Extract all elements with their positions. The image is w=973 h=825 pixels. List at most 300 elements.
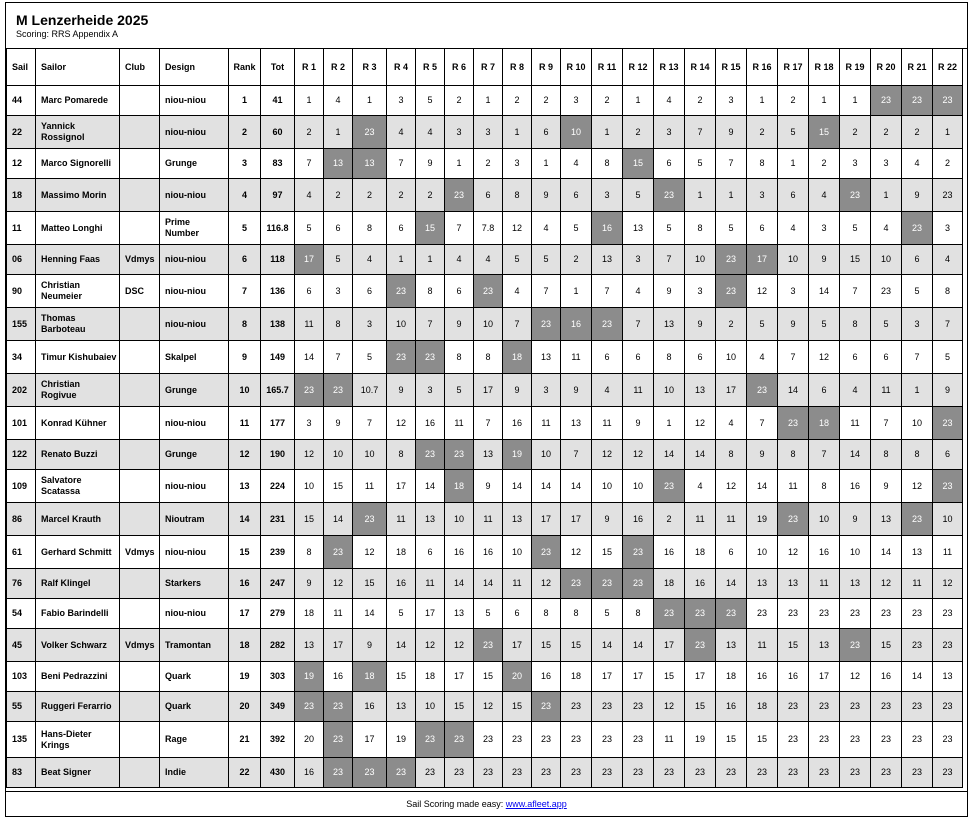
race-cell: 10 [933, 503, 963, 536]
race-cell: 20 [295, 722, 324, 758]
race-cell: 14 [592, 629, 623, 662]
table-row [7, 275, 963, 308]
race-cell: 23 [503, 722, 532, 758]
race-cell: 7 [592, 275, 623, 308]
club-cell: Vdmys [120, 629, 160, 662]
total-cell: 247 [261, 569, 295, 599]
race-cell: 9 [324, 407, 353, 440]
race-cell: 1 [902, 374, 933, 407]
table-row [7, 569, 963, 599]
col-race: R 16 [747, 49, 778, 86]
discarded-race-cell: 15 [809, 116, 840, 149]
race-cell: 15 [295, 503, 324, 536]
race-cell: 2 [387, 179, 416, 212]
race-cell: 5 [416, 86, 445, 116]
club-cell [120, 212, 160, 245]
discarded-race-cell: 23 [353, 116, 387, 149]
race-cell: 9 [503, 374, 532, 407]
race-cell: 14 [324, 503, 353, 536]
race-cell: 9 [445, 308, 474, 341]
col-sailor: Sailor [36, 49, 120, 86]
race-cell: 23 [592, 692, 623, 722]
discarded-race-cell: 15 [416, 212, 445, 245]
club-cell [120, 179, 160, 212]
race-cell: 13 [747, 569, 778, 599]
race-cell: 2 [871, 116, 902, 149]
total-cell: 430 [261, 758, 295, 788]
race-cell: 9 [902, 179, 933, 212]
race-cell: 12 [324, 569, 353, 599]
race-cell: 10 [295, 470, 324, 503]
race-cell: 5 [623, 179, 654, 212]
race-cell: 9 [353, 629, 387, 662]
race-cell: 2 [416, 179, 445, 212]
race-cell: 15 [445, 692, 474, 722]
total-cell: 138 [261, 308, 295, 341]
col-club: Club [120, 49, 160, 86]
footer [6, 791, 967, 816]
race-cell: 6 [324, 212, 353, 245]
sailor-cell: Christian Rogivue [36, 374, 120, 407]
design-cell: Starkers [160, 569, 229, 599]
table-row [7, 407, 963, 440]
race-cell: 1 [503, 116, 532, 149]
race-cell: 13 [654, 308, 685, 341]
race-cell: 1 [445, 149, 474, 179]
sail-cell: 44 [7, 86, 36, 116]
discarded-race-cell: 23 [353, 503, 387, 536]
race-cell: 10 [654, 374, 685, 407]
race-cell: 14 [623, 629, 654, 662]
race-cell: 15 [503, 692, 532, 722]
race-cell: 8 [503, 179, 532, 212]
discarded-race-cell: 23 [654, 599, 685, 629]
race-cell: 16 [871, 662, 902, 692]
race-cell: 11 [809, 569, 840, 599]
race-cell: 10 [809, 503, 840, 536]
race-cell: 16 [353, 692, 387, 722]
race-cell: 23 [902, 629, 933, 662]
race-cell: 5 [840, 212, 871, 245]
discarded-race-cell: 18 [353, 662, 387, 692]
race-cell: 7 [778, 341, 809, 374]
race-cell: 8 [295, 536, 324, 569]
race-cell: 23 [592, 758, 623, 788]
race-cell: 2 [503, 86, 532, 116]
race-cell: 17 [623, 662, 654, 692]
race-cell: 5 [503, 245, 532, 275]
race-cell: 17 [353, 722, 387, 758]
sail-cell: 45 [7, 629, 36, 662]
sail-cell: 55 [7, 692, 36, 722]
race-cell: 4 [623, 275, 654, 308]
rank-cell: 17 [229, 599, 261, 629]
race-cell: 23 [561, 692, 592, 722]
total-cell: 279 [261, 599, 295, 629]
col-race: R 19 [840, 49, 871, 86]
discarded-race-cell: 23 [685, 629, 716, 662]
race-cell: 11 [747, 629, 778, 662]
discarded-race-cell: 23 [416, 341, 445, 374]
discarded-race-cell: 23 [654, 179, 685, 212]
race-cell: 8 [592, 149, 623, 179]
race-cell: 2 [324, 179, 353, 212]
race-cell: 13 [871, 503, 902, 536]
rank-cell: 3 [229, 149, 261, 179]
race-cell: 6 [654, 149, 685, 179]
discarded-race-cell: 23 [416, 440, 445, 470]
race-cell: 9 [623, 407, 654, 440]
race-cell: 10 [902, 407, 933, 440]
race-cell: 18 [387, 536, 416, 569]
race-cell: 14 [778, 374, 809, 407]
design-cell: niou-niou [160, 245, 229, 275]
sailor-cell: Gerhard Schmitt [36, 536, 120, 569]
race-cell: 10 [474, 308, 503, 341]
sailor-cell: Hans-Dieter Krings [36, 722, 120, 758]
race-cell: 23 [561, 722, 592, 758]
race-cell: 3 [716, 86, 747, 116]
discarded-race-cell: 23 [592, 308, 623, 341]
total-cell: 41 [261, 86, 295, 116]
discarded-race-cell: 23 [933, 407, 963, 440]
race-cell: 23 [840, 692, 871, 722]
race-cell: 6 [561, 179, 592, 212]
race-cell: 15 [532, 629, 561, 662]
race-cell: 7 [809, 440, 840, 470]
discarded-race-cell: 23 [353, 758, 387, 788]
race-cell: 14 [295, 341, 324, 374]
race-cell: 10 [532, 440, 561, 470]
race-cell: 23 [840, 599, 871, 629]
race-cell: 12 [532, 569, 561, 599]
table-row [7, 470, 963, 503]
race-cell: 11 [778, 470, 809, 503]
race-cell: 5 [445, 374, 474, 407]
race-cell: 10 [623, 470, 654, 503]
race-cell: 7 [716, 149, 747, 179]
col-race: R 15 [716, 49, 747, 86]
sail-cell: 103 [7, 662, 36, 692]
col-race: R 8 [503, 49, 532, 86]
race-cell: 13 [532, 341, 561, 374]
design-cell: Indie [160, 758, 229, 788]
design-cell: Quark [160, 662, 229, 692]
total-cell: 177 [261, 407, 295, 440]
discarded-race-cell: 23 [747, 374, 778, 407]
race-cell: 18 [747, 692, 778, 722]
discarded-race-cell: 23 [933, 86, 963, 116]
race-cell: 16 [654, 536, 685, 569]
total-cell: 136 [261, 275, 295, 308]
race-cell: 1 [532, 149, 561, 179]
race-cell: 1 [871, 179, 902, 212]
race-cell: 11 [295, 308, 324, 341]
race-cell: 17 [809, 662, 840, 692]
race-cell: 8 [561, 599, 592, 629]
race-cell: 3 [474, 116, 503, 149]
discarded-race-cell: 23 [840, 629, 871, 662]
race-cell: 8 [387, 440, 416, 470]
total-cell: 392 [261, 722, 295, 758]
race-cell: 23 [445, 758, 474, 788]
race-cell: 10 [716, 341, 747, 374]
race-cell: 12 [747, 275, 778, 308]
race-cell: 9 [474, 470, 503, 503]
race-cell: 11 [474, 503, 503, 536]
race-cell: 4 [902, 149, 933, 179]
race-cell: 4 [532, 212, 561, 245]
race-cell: 3 [503, 149, 532, 179]
race-cell: 13 [474, 440, 503, 470]
race-cell: 2 [902, 116, 933, 149]
race-cell: 7 [871, 407, 902, 440]
race-cell: 5 [532, 245, 561, 275]
total-cell: 116.8 [261, 212, 295, 245]
race-cell: 3 [324, 275, 353, 308]
race-cell: 13 [445, 599, 474, 629]
race-cell: 23 [416, 758, 445, 788]
discarded-race-cell: 23 [532, 536, 561, 569]
race-cell: 11 [387, 503, 416, 536]
discarded-race-cell: 23 [716, 599, 747, 629]
race-cell: 3 [902, 308, 933, 341]
design-cell: niou-niou [160, 86, 229, 116]
table-row [7, 692, 963, 722]
race-cell: 5 [933, 341, 963, 374]
race-cell: 4 [716, 407, 747, 440]
race-cell: 23 [871, 758, 902, 788]
discarded-race-cell: 18 [445, 470, 474, 503]
race-cell: 12 [778, 536, 809, 569]
race-cell: 12 [295, 440, 324, 470]
race-cell: 23 [778, 692, 809, 722]
rank-cell: 15 [229, 536, 261, 569]
race-cell: 9 [685, 308, 716, 341]
race-cell: 11 [902, 569, 933, 599]
discarded-race-cell: 23 [532, 308, 561, 341]
race-cell: 4 [324, 86, 353, 116]
col-race: R 14 [685, 49, 716, 86]
total-cell: 60 [261, 116, 295, 149]
race-cell: 17 [445, 662, 474, 692]
discarded-race-cell: 16 [561, 308, 592, 341]
race-cell: 13 [716, 629, 747, 662]
race-cell: 2 [654, 503, 685, 536]
race-cell: 7 [532, 275, 561, 308]
race-cell: 6 [592, 341, 623, 374]
race-cell: 11 [353, 470, 387, 503]
race-cell: 1 [561, 275, 592, 308]
race-cell: 16 [840, 470, 871, 503]
race-cell: 12 [685, 407, 716, 440]
race-cell: 23 [933, 722, 963, 758]
table-row [7, 599, 963, 629]
design-cell: niou-niou [160, 470, 229, 503]
race-cell: 3 [561, 86, 592, 116]
discarded-race-cell: 23 [324, 536, 353, 569]
race-cell: 23 [532, 758, 561, 788]
discarded-race-cell: 23 [654, 470, 685, 503]
race-cell: 1 [716, 179, 747, 212]
discarded-race-cell: 23 [445, 440, 474, 470]
sail-cell: 101 [7, 407, 36, 440]
race-cell: 1 [353, 86, 387, 116]
club-cell: Vdmys [120, 536, 160, 569]
table-row [7, 245, 963, 275]
race-cell: 7 [933, 308, 963, 341]
race-cell: 15 [353, 569, 387, 599]
race-cell: 23 [902, 599, 933, 629]
total-cell: 149 [261, 341, 295, 374]
race-cell: 6 [685, 341, 716, 374]
race-cell: 23 [716, 758, 747, 788]
race-cell: 3 [532, 374, 561, 407]
club-cell [120, 758, 160, 788]
afleet-link[interactable]: www.afleet.app [505, 799, 567, 809]
design-cell: Prime Number [160, 212, 229, 245]
race-cell: 7 [902, 341, 933, 374]
race-cell: 14 [809, 275, 840, 308]
race-cell: 1 [474, 86, 503, 116]
race-cell: 15 [778, 629, 809, 662]
race-cell: 3 [685, 275, 716, 308]
race-cell: 7 [747, 407, 778, 440]
race-cell: 23 [933, 758, 963, 788]
race-cell: 13 [592, 245, 623, 275]
race-cell: 10 [840, 536, 871, 569]
race-cell: 23 [503, 758, 532, 788]
race-cell: 1 [623, 86, 654, 116]
design-cell: niou-niou [160, 116, 229, 149]
race-cell: 14 [387, 629, 416, 662]
discarded-race-cell: 23 [902, 86, 933, 116]
race-cell: 7.8 [474, 212, 503, 245]
race-cell: 23 [809, 599, 840, 629]
race-cell: 10 [503, 536, 532, 569]
race-cell: 18 [685, 536, 716, 569]
discarded-race-cell: 15 [623, 149, 654, 179]
sail-cell: 54 [7, 599, 36, 629]
race-cell: 14 [353, 599, 387, 629]
total-cell: 231 [261, 503, 295, 536]
race-cell: 3 [592, 179, 623, 212]
sailor-cell: Yannick Rossignol [36, 116, 120, 149]
race-cell: 9 [933, 374, 963, 407]
race-cell: 12 [353, 536, 387, 569]
race-cell: 4 [416, 116, 445, 149]
race-cell: 14 [474, 569, 503, 599]
race-cell: 2 [809, 149, 840, 179]
race-cell: 16 [778, 662, 809, 692]
race-cell: 7 [685, 116, 716, 149]
race-cell: 17 [716, 374, 747, 407]
race-cell: 7 [353, 407, 387, 440]
race-cell: 19 [685, 722, 716, 758]
col-design: Design [160, 49, 229, 86]
sailor-cell: Beni Pedrazzini [36, 662, 120, 692]
race-cell: 8 [416, 275, 445, 308]
discarded-race-cell: 23 [324, 758, 353, 788]
rank-cell: 19 [229, 662, 261, 692]
sailor-cell: Timur Kishubaiev [36, 341, 120, 374]
race-cell: 11 [561, 341, 592, 374]
race-cell: 12 [871, 569, 902, 599]
race-cell: 3 [416, 374, 445, 407]
race-cell: 16 [623, 503, 654, 536]
rank-cell: 22 [229, 758, 261, 788]
race-cell: 11 [324, 599, 353, 629]
design-cell: Grunge [160, 374, 229, 407]
discarded-race-cell: 23 [716, 245, 747, 275]
race-cell: 16 [445, 536, 474, 569]
race-cell: 12 [474, 692, 503, 722]
race-cell: 3 [295, 407, 324, 440]
race-cell: 17 [416, 599, 445, 629]
table-row [7, 440, 963, 470]
race-cell: 1 [840, 86, 871, 116]
race-cell: 12 [416, 629, 445, 662]
race-cell: 10 [416, 692, 445, 722]
discarded-race-cell: 23 [902, 503, 933, 536]
race-cell: 1 [809, 86, 840, 116]
race-cell: 8 [902, 440, 933, 470]
col-race: R 3 [353, 49, 387, 86]
design-cell: niou-niou [160, 179, 229, 212]
race-cell: 3 [353, 308, 387, 341]
race-cell: 23 [840, 758, 871, 788]
race-cell: 3 [840, 149, 871, 179]
race-cell: 7 [840, 275, 871, 308]
sailor-cell: Ralf Klingel [36, 569, 120, 599]
race-cell: 8 [778, 440, 809, 470]
race-cell: 11 [532, 407, 561, 440]
race-cell: 14 [503, 470, 532, 503]
sailor-cell: Volker Schwarz [36, 629, 120, 662]
race-cell: 15 [840, 245, 871, 275]
col-race: R 13 [654, 49, 685, 86]
page-title: M Lenzerheide 2025 [16, 12, 149, 28]
race-cell: 13 [809, 629, 840, 662]
race-cell: 12 [809, 341, 840, 374]
race-cell: 2 [840, 116, 871, 149]
race-cell: 11 [654, 722, 685, 758]
design-cell: niou-niou [160, 308, 229, 341]
race-cell: 5 [871, 308, 902, 341]
race-cell: 8 [623, 599, 654, 629]
race-cell: 13 [295, 629, 324, 662]
race-cell: 23 [902, 722, 933, 758]
design-cell: niou-niou [160, 599, 229, 629]
total-cell: 303 [261, 662, 295, 692]
discarded-race-cell: 23 [933, 470, 963, 503]
race-cell: 3 [654, 116, 685, 149]
col-race: R 11 [592, 49, 623, 86]
race-cell: 3 [747, 179, 778, 212]
race-cell: 11 [416, 569, 445, 599]
race-cell: 4 [747, 341, 778, 374]
race-cell: 13 [840, 569, 871, 599]
rank-cell: 9 [229, 341, 261, 374]
total-cell: 83 [261, 149, 295, 179]
sailor-cell: Christian Neumeier [36, 275, 120, 308]
race-cell: 1 [778, 149, 809, 179]
design-cell: Tramontan [160, 629, 229, 662]
race-cell: 23 [592, 722, 623, 758]
race-cell: 3 [445, 116, 474, 149]
race-cell: 5 [324, 245, 353, 275]
sail-cell: 90 [7, 275, 36, 308]
